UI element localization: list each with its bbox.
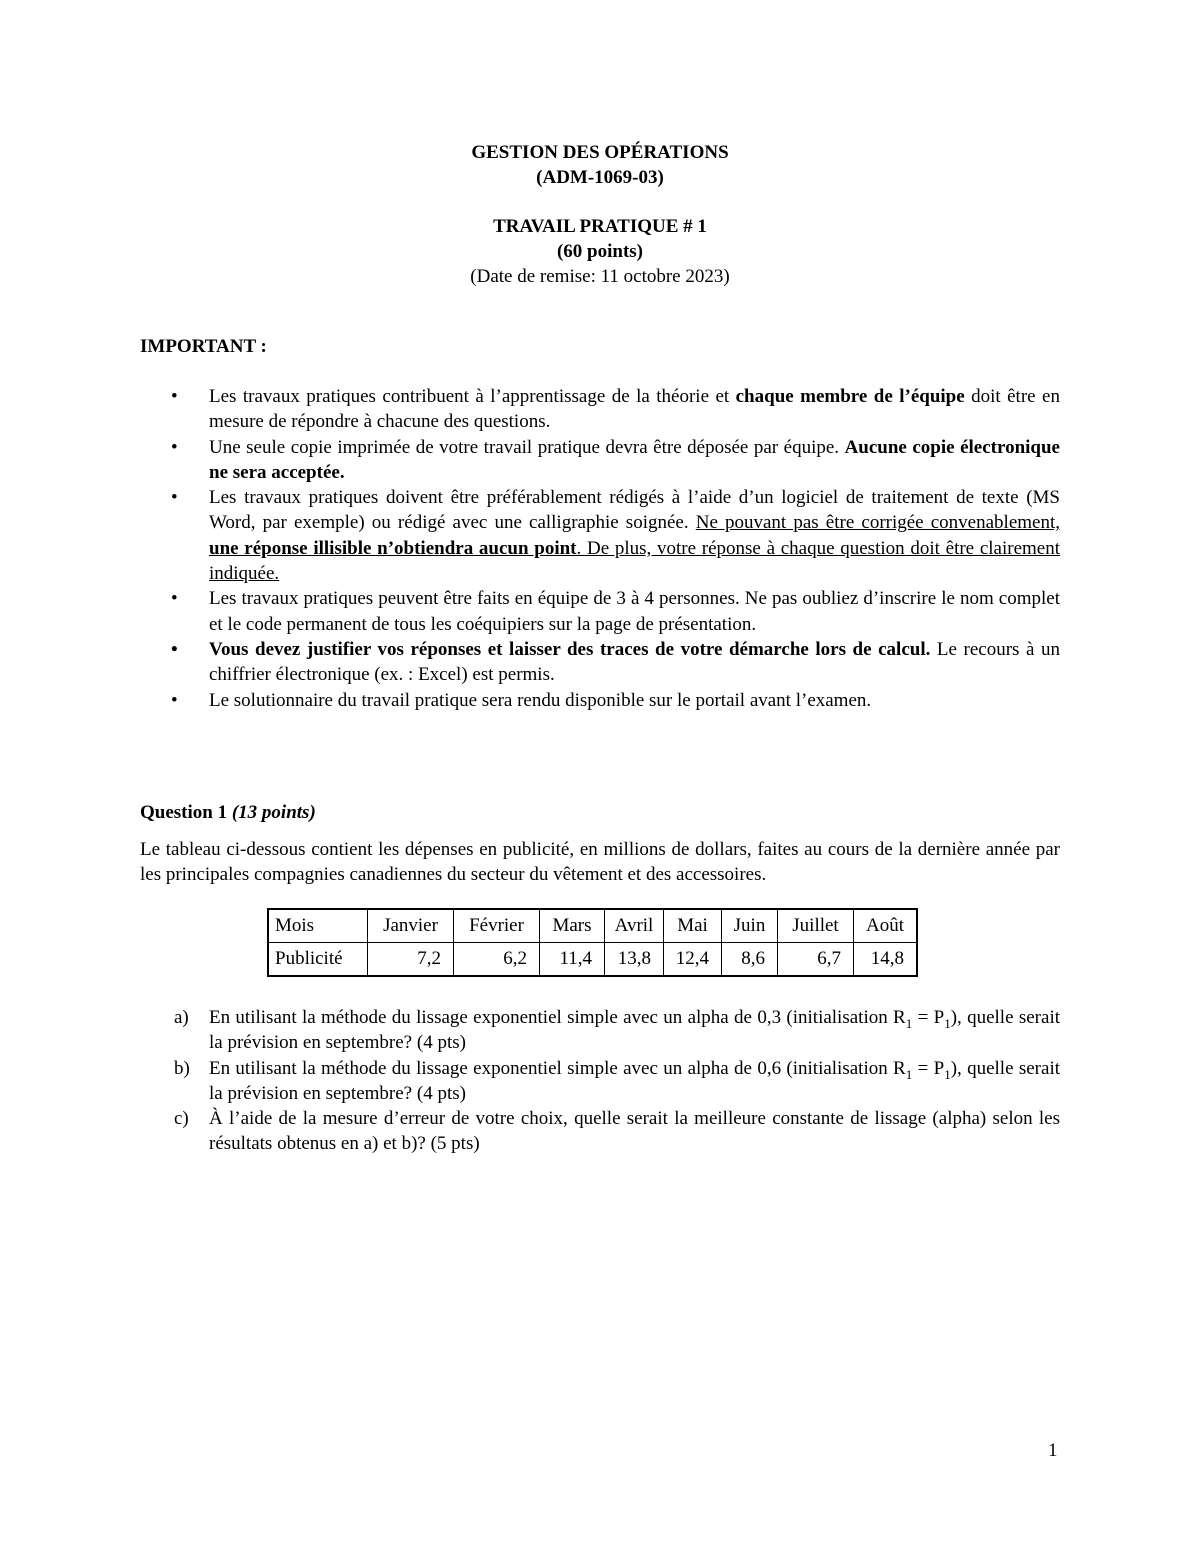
table-cell: Juin bbox=[722, 909, 778, 943]
table-row bbox=[268, 943, 917, 977]
bullet-icon: • bbox=[171, 487, 178, 509]
table-cell: Juillet bbox=[778, 909, 854, 943]
table-cell: Avril bbox=[605, 909, 664, 943]
question-parts bbox=[140, 1005, 1060, 1157]
table-cell: 14,8 bbox=[854, 943, 918, 977]
bullet-icon: • bbox=[171, 638, 178, 660]
list-item: • Les travaux pratiques doivent être préférablement rédigés à l’aide d’un logiciel de traitement de texte (MS Word, par exemple) ou rédigé avec une calligraphie soignée. Ne pouvant pas être corrigée convenablement, une réponse illisible n’obtiendra aucun point. De plus, votre réponse à chaque question doit être clairement indiquée. bbox=[171, 487, 1060, 585]
part-label: b) bbox=[174, 1057, 190, 1079]
table-cell: Publicité bbox=[268, 943, 368, 977]
list-item: c) À l’aide de la mesure d’erreur de votre choix, quelle serait la meilleure constante de lissage (alpha) selon les résultats obtenus en a) et b)? (5 pts) bbox=[174, 1108, 1060, 1155]
table-cell: Mai bbox=[664, 909, 722, 943]
assignment-title: TRAVAIL PRATIQUE # 1 bbox=[493, 216, 707, 237]
table-cell: Mois bbox=[268, 909, 368, 943]
list-item: • Le solutionnaire du travail pratique sera rendu disponible sur le portail avant l’examen. bbox=[140, 688, 1060, 713]
table-cell: 13,8 bbox=[605, 943, 664, 977]
table-cell: Août bbox=[854, 909, 918, 943]
bullet-icon: • bbox=[171, 689, 178, 711]
list-item: • Les travaux pratiques peuvent être faits en équipe de 3 à 4 personnes. Ne pas oubliez d’inscrire le nom complet et le code permanent de tous les coéquipiers sur la page de présentation. bbox=[171, 588, 1060, 635]
table-cell: 12,4 bbox=[664, 943, 722, 977]
table-cell: 8,6 bbox=[722, 943, 778, 977]
part-label: c) bbox=[174, 1108, 189, 1130]
table-header-row bbox=[268, 909, 917, 943]
part-label: a) bbox=[174, 1007, 189, 1028]
course-title: GESTION DES OPÉRATIONS bbox=[471, 142, 729, 163]
question-points: (13 points) bbox=[231, 802, 316, 823]
list-item: b) En utilisant la méthode du lissage exponentiel simple avec un alpha de 0,6 (initialisation $R_1 = P_1$), quelle serait la prévision en septembre? (4 pts) bbox=[174, 1057, 1060, 1104]
table-cell: 7,2 bbox=[368, 943, 454, 977]
table-cell: 6,2 bbox=[454, 943, 540, 977]
question-intro: Le tableau ci-dessous contient les dépenses en publicité, en millions de dollars, faites au cours de la dernière année par les principales compagnies canadiennes du secteur du vêtement et des accessoires. bbox=[140, 839, 1060, 886]
table-cell: Janvier bbox=[368, 909, 454, 943]
assignment-points: (60 points) bbox=[556, 241, 644, 262]
table-cell: Février bbox=[454, 909, 540, 943]
course-code: (ADM-1069-03) bbox=[536, 167, 664, 188]
due-date: (Date de remise: 11 octobre 2023) bbox=[470, 266, 730, 287]
bullet-icon: • bbox=[171, 386, 178, 407]
important-list bbox=[140, 384, 1060, 713]
list-item: • Les travaux pratiques contribuent à l’apprentissage de la théorie et chaque membre de l’équipe doit être en mesure de répondre à chacune des questions. bbox=[171, 386, 1060, 433]
table-cell: 11,4 bbox=[540, 943, 605, 977]
important-heading: IMPORTANT : bbox=[140, 336, 267, 357]
list-item: a) En utilisant la méthode du lissage exponentiel simple avec un alpha de 0,3 (initialisation $R_1 = P_1$), quelle serait la prévision en septembre? (4 pts) bbox=[174, 1007, 1060, 1054]
list-item: • Une seule copie imprimée de votre travail pratique devra être déposée par équipe. Aucune copie électronique ne sera acceptée. bbox=[171, 436, 1060, 483]
page-number: 1 bbox=[1048, 1440, 1058, 1461]
table-cell: 6,7 bbox=[778, 943, 854, 977]
question-heading: Question 1 (13 points) bbox=[140, 802, 316, 823]
bullet-icon: • bbox=[171, 588, 178, 610]
list-item: • Vous devez justifier vos réponses et laisser des traces de votre démarche lors de calcul. Le recours à un chiffrier électronique (ex. : Excel) est permis. bbox=[171, 638, 1060, 686]
table-cell: Mars bbox=[540, 909, 605, 943]
bullet-icon: • bbox=[171, 436, 178, 458]
advertising-table bbox=[267, 908, 918, 977]
